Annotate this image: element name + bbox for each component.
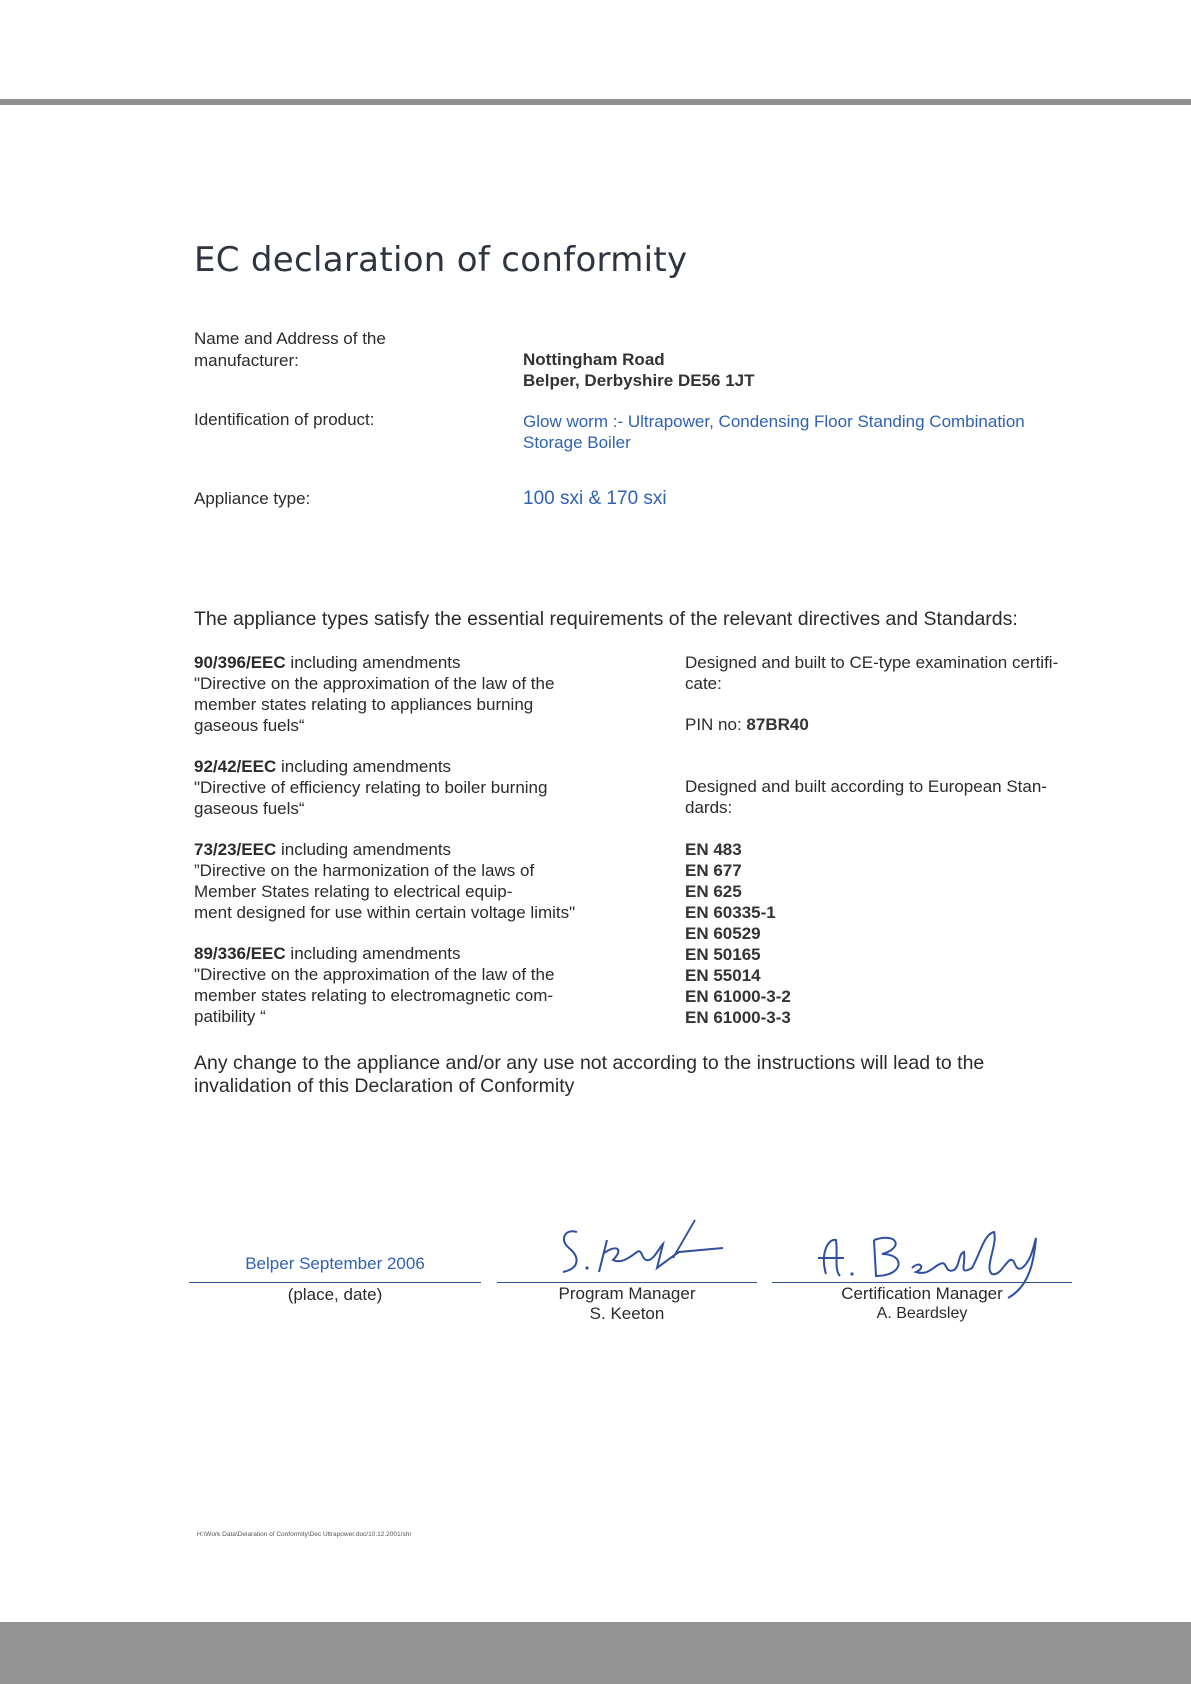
- closing-statement: [194, 1052, 1094, 1098]
- directive-text: "Directive on the approximation of the law of the: [194, 674, 555, 693]
- standard-item: EN 61000-3-3: [685, 1008, 791, 1027]
- closing-line1: Any change to the appliance and/or any use not according to the instructions will lead to the: [194, 1052, 985, 1074]
- certification-manager-caption: [772, 1284, 1072, 1324]
- manufacturer-address: [523, 349, 755, 391]
- directive-text: gaseous fuels“: [194, 716, 305, 735]
- directive-text: Member States relating to electrical equip-: [194, 882, 513, 901]
- directive-suffix: including amendments: [276, 840, 452, 859]
- pin-number: [685, 714, 1115, 735]
- directive-text: ”Directive on the harmonization of the laws of: [194, 861, 535, 880]
- address-line1: Nottingham Road: [523, 350, 665, 369]
- directive-code: 90/396/EEC: [194, 653, 286, 672]
- standard-item: EN 60529: [685, 924, 761, 943]
- directive-item: [194, 943, 644, 1027]
- certification-manager-role: Certification Manager: [841, 1284, 1003, 1303]
- manufacturer-label-line2: manufacturer:: [194, 351, 299, 370]
- directive-item: [194, 839, 644, 923]
- product-label: Identification of product:: [194, 410, 375, 429]
- manufacturer-label: [194, 328, 386, 372]
- directive-suffix: including amendments: [285, 653, 461, 672]
- standard-item: EN 55014: [685, 966, 761, 985]
- product-value-line2: Storage Boiler: [523, 433, 631, 452]
- page-title: EC declaration of conformity: [194, 240, 688, 280]
- directive-code: 73/23/EEC: [194, 840, 277, 859]
- standard-item: EN 625: [685, 882, 742, 901]
- directive-suffix: including amendments: [285, 944, 461, 963]
- standards-intro: Designed and built according to European Stan-: [685, 777, 1047, 796]
- directive-text: "Directive of efficiency relating to boiler burning: [194, 778, 548, 797]
- directive-item: [194, 756, 644, 819]
- requirements-intro: The appliance types satisfy the essential requirements of the relevant directives and Standards:: [194, 608, 1018, 630]
- program-manager-role: Program Manager: [558, 1284, 696, 1303]
- bottom-band: [0, 1622, 1191, 1684]
- standard-item: EN 677: [685, 861, 742, 880]
- top-rule: [0, 99, 1191, 105]
- standards-intro: dards:: [685, 798, 733, 817]
- standard-item: EN 50165: [685, 945, 761, 964]
- directive-text: ment designed for use within certain voltage limits": [194, 903, 576, 922]
- place-date-line: [189, 1282, 481, 1284]
- pin-label: PIN no:: [685, 715, 747, 734]
- pin-value: 87BR40: [746, 715, 809, 734]
- conformity-details: [685, 652, 1115, 1028]
- certification-manager-name: A. Beardsley: [876, 1305, 968, 1322]
- directive-text: member states relating to electromagnetic com-: [194, 986, 554, 1005]
- directive-code: 89/336/EEC: [194, 944, 286, 963]
- certificate-text: cate:: [685, 674, 722, 693]
- place-date: Belper September 2006: [245, 1254, 425, 1273]
- footer-file-path: H:\Work Data\Delaration of Conformity\Dec Ultrapower.doc/10.12.2001/shr: [197, 1531, 412, 1538]
- program-manager-signature: [555, 1218, 735, 1282]
- appliance-label: Appliance type:: [194, 489, 311, 508]
- program-manager-caption: [497, 1284, 757, 1324]
- product-value-line1: Glow worm :- Ultrapower, Condensing Floor Standing Combination: [523, 412, 1025, 431]
- program-manager-name: S. Keeton: [589, 1304, 665, 1323]
- address-line2: Belper, Derbyshire DE56 1JT: [523, 371, 755, 390]
- directive-text: patibility “: [194, 1007, 266, 1026]
- directive-text: member states relating to appliances burning: [194, 695, 534, 714]
- appliance-value: 100 sxi & 170 sxi: [523, 488, 667, 509]
- directives-list: [194, 652, 644, 1047]
- product-value: [523, 411, 1025, 453]
- certificate-text: Designed and built to CE-type examination certifi-: [685, 653, 1059, 672]
- directive-text: gaseous fuels“: [194, 799, 305, 818]
- standard-item: EN 483: [685, 840, 742, 859]
- standards-list: [685, 839, 1115, 1028]
- directive-suffix: including amendments: [276, 757, 452, 776]
- manufacturer-label-line1: Name and Address of the: [194, 329, 386, 348]
- directive-text: "Directive on the approximation of the law of the: [194, 965, 555, 984]
- place-caption: (place, date): [287, 1285, 383, 1304]
- directive-item: [194, 652, 644, 736]
- closing-line2: invalidation of this Declaration of Conformity: [194, 1075, 575, 1097]
- standard-item: EN 61000-3-2: [685, 987, 791, 1006]
- directive-code: 92/42/EEC: [194, 757, 277, 776]
- standard-item: EN 60335-1: [685, 903, 776, 922]
